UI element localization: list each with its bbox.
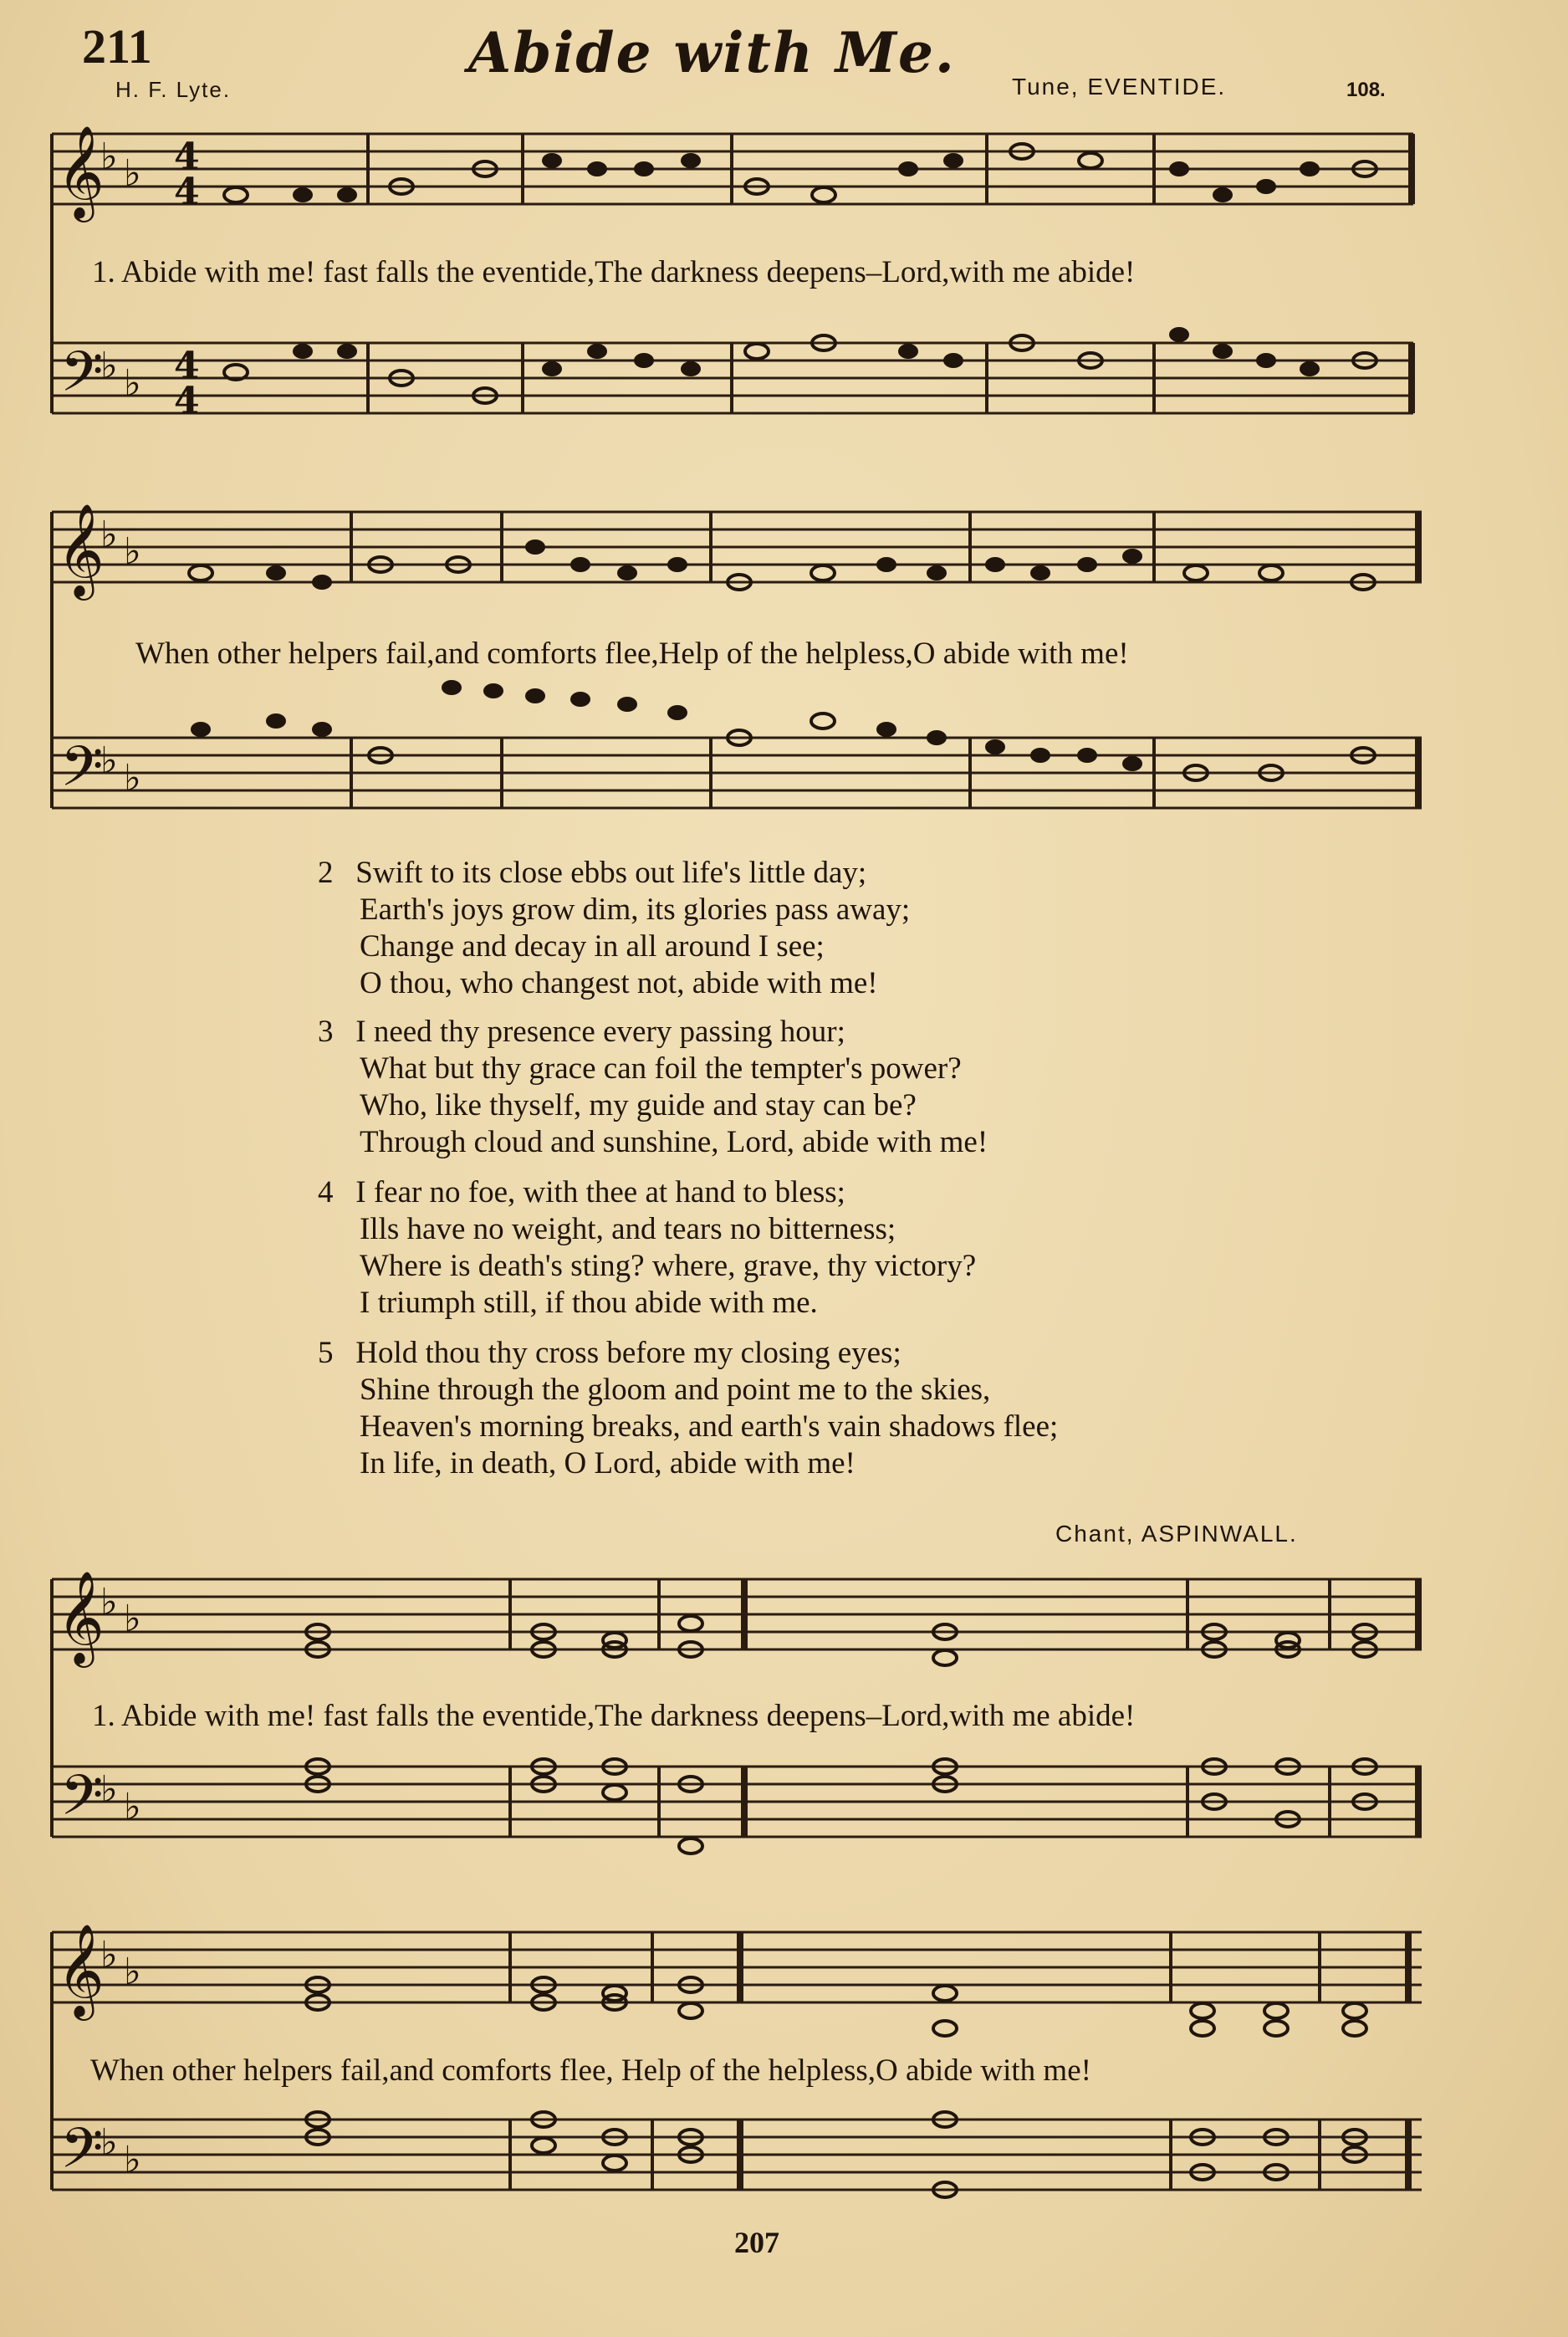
verse-5 (318, 1335, 1058, 1482)
verse-number: 5 (318, 1336, 334, 1370)
verse-line: Shine through the gloom and point me to the skies, (360, 1373, 991, 1407)
chant-label: Chant, ASPINWALL. (1055, 1521, 1298, 1547)
svg-text:♭: ♭ (124, 757, 141, 800)
eventide-lyric-line-2: When other helpers fail,and comforts flee,Help of the helpless,O abide with me! (135, 637, 1129, 671)
svg-text:𝄢: 𝄢 (60, 340, 104, 417)
verse-line: Through cloud and sunshine, Lord, abide with me! (360, 1125, 988, 1159)
verse-4 (318, 1174, 976, 1322)
eventide-lyric-line-1: 1. Abide with me! fast falls the eventide,The darkness deepens–Lord,with me abide! (92, 255, 1136, 289)
svg-text:♭: ♭ (100, 514, 118, 556)
verse-line: I need thy presence every passing hour; (355, 1015, 845, 1049)
svg-text:𝄞: 𝄞 (57, 1923, 105, 2017)
verse-line: Swift to its close ebbs out life's little day; (355, 856, 867, 890)
verse-line: Ills have no weight, and tears no bitterness; (360, 1212, 896, 1246)
svg-text:𝄢: 𝄢 (60, 2116, 104, 2194)
tune-name: Tune, EVENTIDE. (1012, 74, 1227, 100)
svg-text:4: 4 (174, 171, 200, 213)
hymn-number: 211 (82, 19, 152, 74)
chant-lyric-line-1: 1. Abide with me! fast falls the eventide,The darkness deepens–Lord,with me abide! (92, 1699, 1136, 1733)
verse-line: I fear no foe, with thee at hand to bless; (355, 1175, 845, 1209)
svg-text:♭: ♭ (124, 1951, 141, 1993)
verse-line: O thou, who changest not, abide with me! (360, 966, 878, 1000)
verse-3 (318, 1014, 988, 1161)
svg-text:𝄞: 𝄞 (57, 125, 105, 218)
svg-text:𝄞: 𝄞 (57, 1570, 105, 1664)
verse-line: In life, in death, O Lord, abide with me! (360, 1446, 856, 1480)
verse-number: 3 (318, 1015, 334, 1049)
svg-text:♭: ♭ (100, 2121, 118, 2164)
svg-text:♭: ♭ (100, 1768, 118, 1811)
tune-number: 108. (1346, 79, 1386, 101)
svg-text:𝄢: 𝄢 (60, 1763, 104, 1841)
verse-line: Earth's joys grow dim, its glories pass away; (360, 892, 911, 927)
verse-line: What but thy grace can foil the tempter's power? (360, 1051, 962, 1086)
author: H. F. Lyte. (115, 77, 232, 102)
verse-number: 2 (318, 856, 334, 890)
verse-number: 4 (318, 1175, 334, 1209)
verse-line: Hold thou thy cross before my closing eyes; (355, 1336, 901, 1370)
svg-text:♭: ♭ (124, 152, 141, 195)
svg-text:♭: ♭ (124, 2139, 141, 2181)
svg-text:♭: ♭ (124, 1598, 141, 1640)
svg-text:4: 4 (174, 136, 200, 178)
svg-text:♭: ♭ (124, 362, 141, 405)
chant-lyric-line-2: When other helpers fail,and comforts flee, Help of the helpless,O abide with me! (90, 2053, 1091, 2088)
svg-text:♭: ♭ (100, 1581, 118, 1624)
svg-text:𝄞: 𝄞 (57, 503, 105, 596)
verse-line: Who, like thyself, my guide and stay can be? (360, 1088, 917, 1122)
svg-text:𝄢: 𝄢 (60, 734, 104, 812)
svg-text:♭: ♭ (100, 345, 118, 387)
verse-line: Where is death's sting? where, grave, thy victory? (360, 1249, 977, 1283)
svg-text:4: 4 (174, 380, 200, 422)
svg-text:4: 4 (174, 345, 200, 387)
svg-text:♭: ♭ (100, 1934, 118, 1976)
verse-line: Change and decay in all around I see; (360, 929, 825, 964)
verse-line: Heaven's morning breaks, and earth's vain shadows flee; (360, 1409, 1059, 1444)
svg-text:♭: ♭ (124, 1786, 141, 1828)
svg-text:♭: ♭ (100, 739, 118, 782)
page-number: 207 (734, 2226, 779, 2259)
svg-text:♭: ♭ (100, 136, 118, 178)
svg-text:♭: ♭ (124, 530, 141, 573)
verse-line: I triumph still, if thou abide with me. (360, 1286, 818, 1320)
verse-2 (318, 855, 910, 1002)
hymn-title: Abide with Me. (468, 20, 956, 85)
